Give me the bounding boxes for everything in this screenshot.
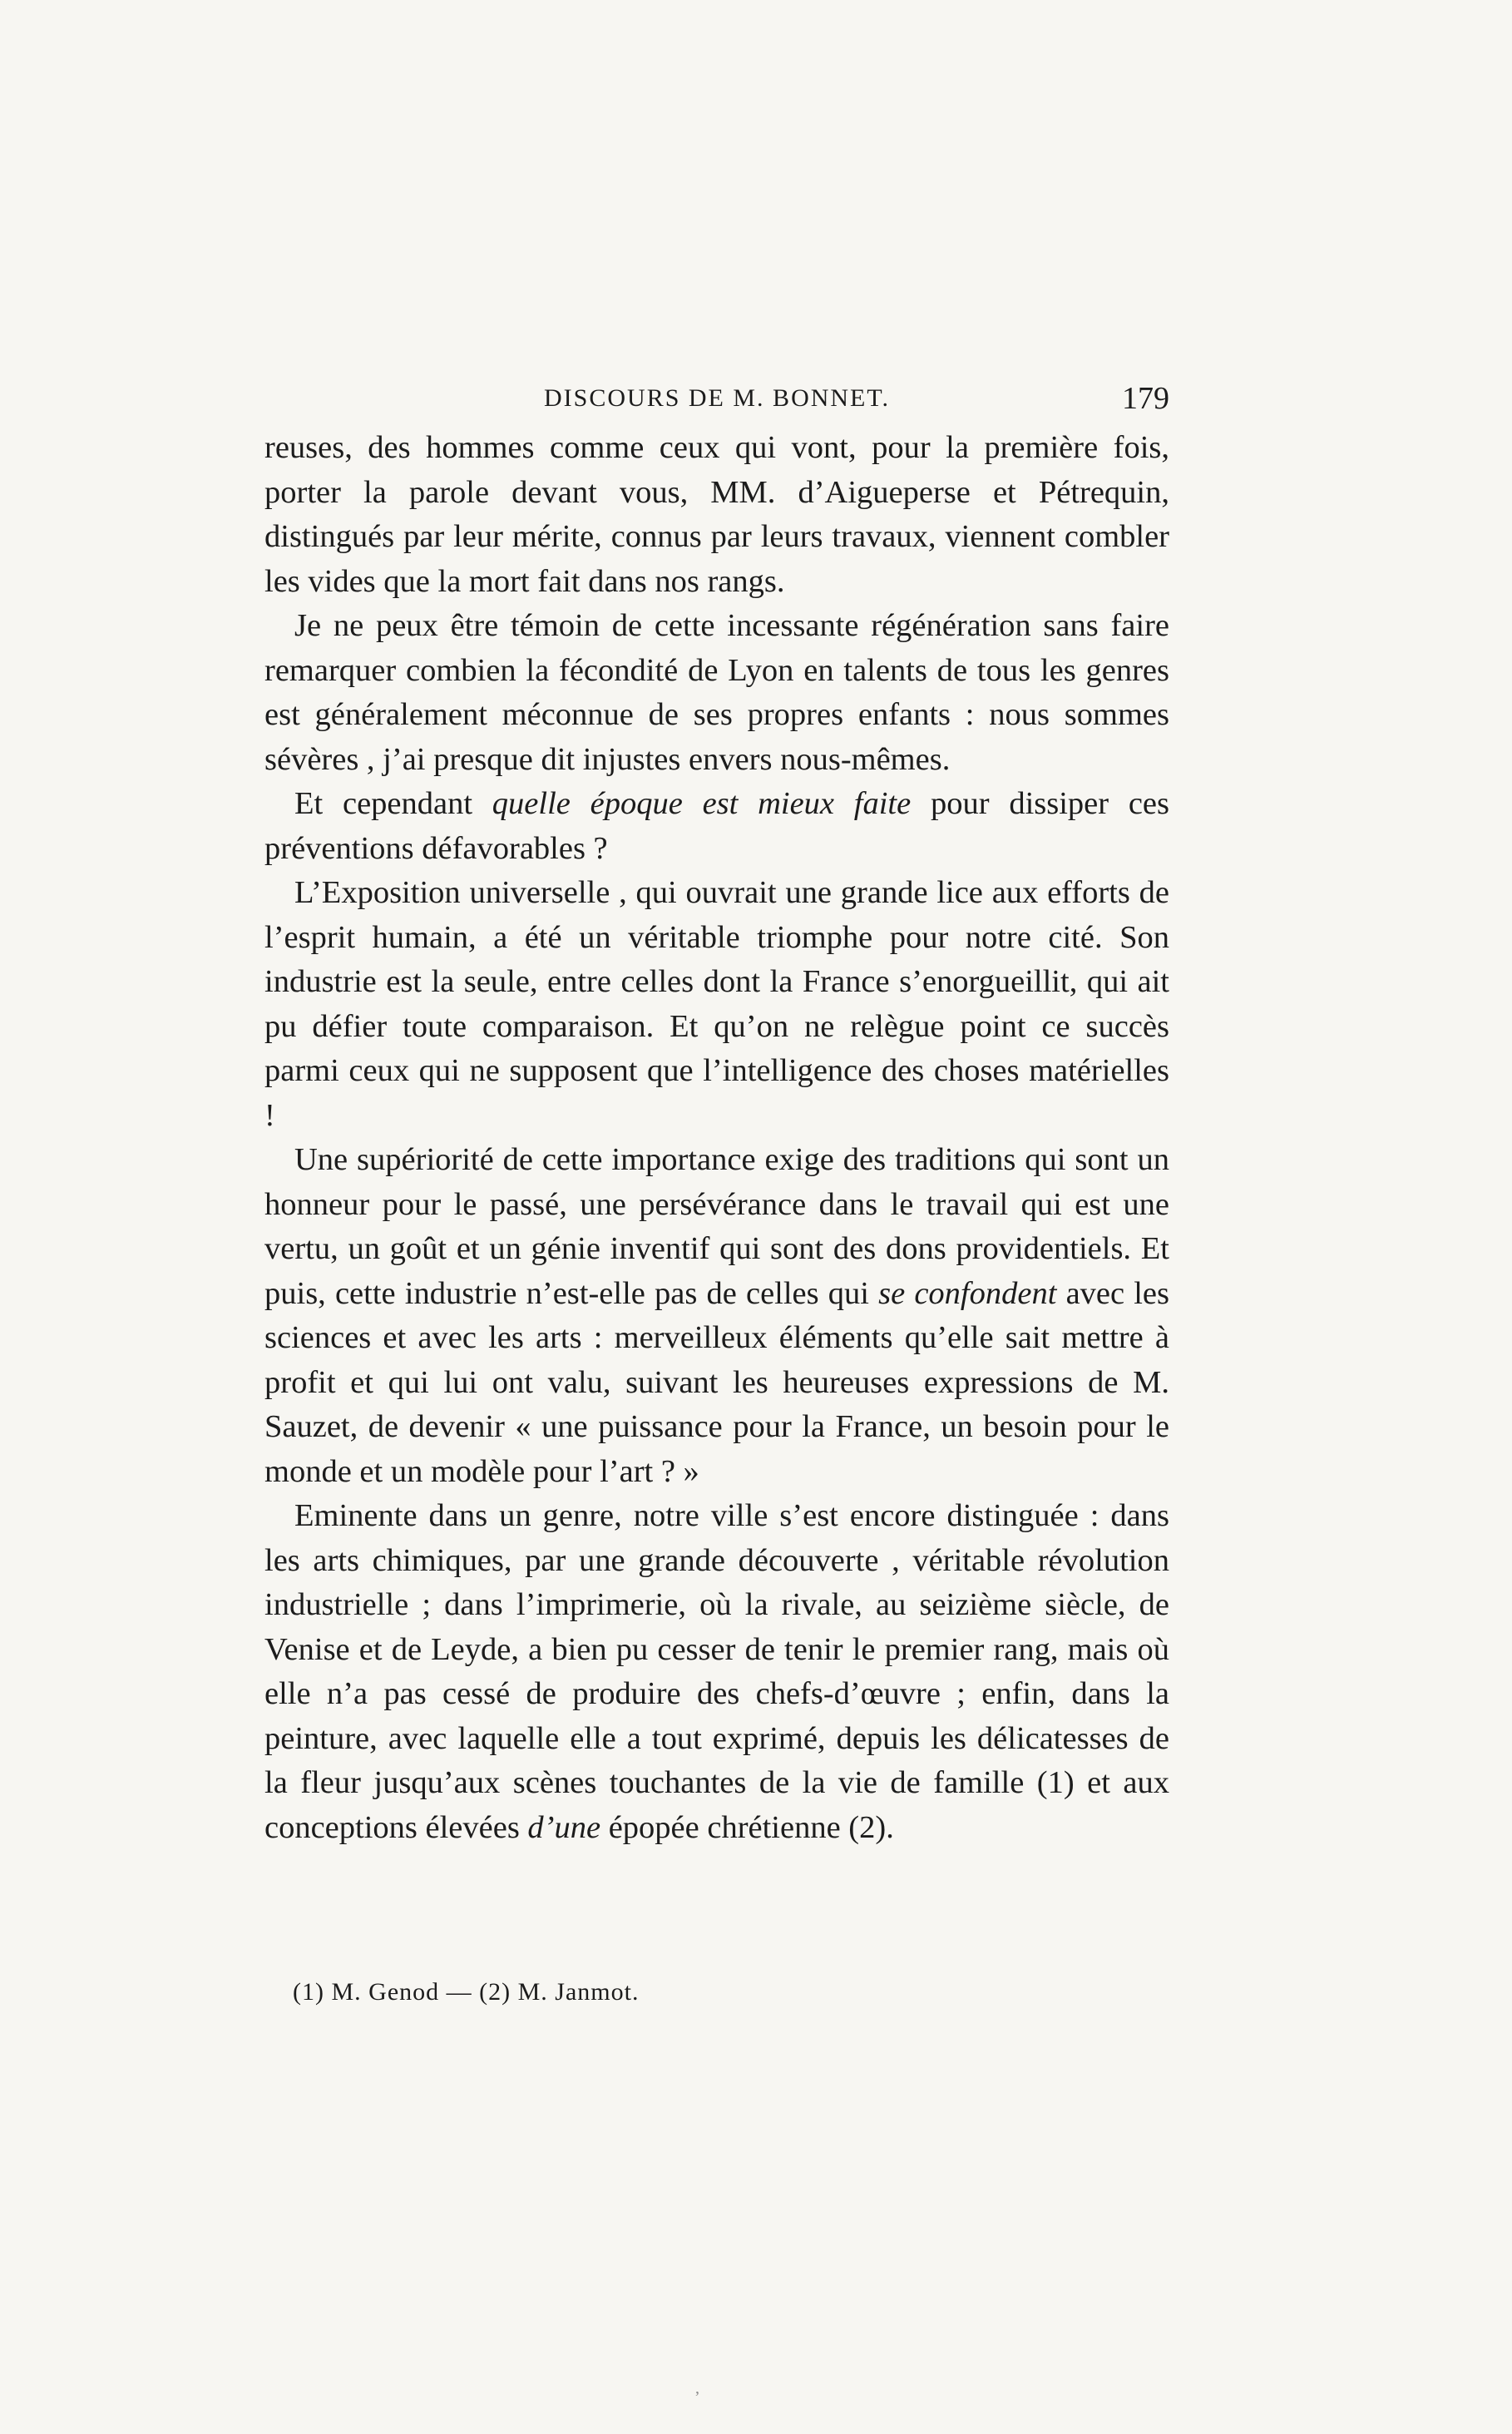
stray-mark: , bbox=[695, 2379, 699, 2397]
emphasized-phrase: d’une bbox=[527, 1809, 601, 1845]
paragraph-text-end: avec les sciences et avec les arts : merveilleux éléments qu’elle sait mettre à profit et qui lui ont valu, suivant les heureuses expressions de M. Sauzet, de devenir « une puissance pour la France, un besoin pour le monde et un modèle pour l’art ? » bbox=[264, 1275, 1170, 1489]
paragraph-cependant bbox=[264, 782, 1169, 871]
page-header bbox=[264, 378, 1169, 424]
paragraph-text-start: Et cependant bbox=[294, 786, 492, 821]
body-text bbox=[264, 426, 1169, 1850]
footnote: (1) M. Genod — (2) M. Janmot. bbox=[293, 1978, 640, 2006]
running-head: DISCOURS DE M. BONNET. bbox=[544, 384, 890, 412]
paragraph-text-end: épopée chrétienne (2). bbox=[600, 1809, 894, 1845]
page-number: 179 bbox=[1122, 381, 1169, 416]
paragraph-text-end: pour dissiper ces préventions défavorables ? bbox=[264, 786, 1170, 866]
paragraph-superiorite bbox=[264, 1138, 1169, 1494]
paragraph-continuation: reuses, des hommes comme ceux qui vont, pour la première fois, porter la parole devant vous, MM. d’Aigueperse et Pétrequin, distingués par leur mérite, connus par leurs travaux, viennent combler les vides que la mort fait dans nos rangs. bbox=[264, 430, 1169, 599]
paragraph-regeneration: Je ne peux être témoin de cette incessante régénération sans faire remarquer combien la fécondité de Lyon en talents de tous les genres est généralement méconnue de ses propres enfants : nous sommes sévères , j’ai presque dit injustes envers nous-mêmes. bbox=[264, 608, 1169, 777]
emphasized-phrase: se confondent bbox=[878, 1275, 1057, 1311]
paragraph-eminente bbox=[264, 1494, 1169, 1850]
paragraph-text-start: Une supériorité de cette importance exige des traditions qui sont un honneur pour le passé, une persévérance dans le travail qui est une vertu, un goût et un génie inventif qui sont des dons providentiels. Et puis, cette industrie n’est-elle pas de celles qui bbox=[264, 1142, 1169, 1311]
paragraph-text-start: Eminente dans un genre, notre ville s’est encore distinguée : dans les arts chimiques, par une grande découverte , véritable révolution industrielle ; dans l’imprimerie, où la rivale, au seizième siècle, de Venise et de Leyde, a bien pu cesser de tenir le premier rang, mais où elle n’a pas cessé de produire des chefs-d’œuvre ; enfin, dans la peinture, avec laquelle elle a tout exprimé, depuis les délicatesses de la fleur jusqu’aux scènes touchantes de la vie de famille (1) et aux conceptions élevées bbox=[264, 1498, 1169, 1845]
emphasized-phrase: quelle époque est mieux faite bbox=[492, 786, 912, 821]
paragraph-exposition: L’Exposition universelle , qui ouvrait une grande lice aux efforts de l’esprit humain, a été un véritable triomphe pour notre cité. Son industrie est la seule, entre celles dont la France s’enorgueillit, qui ait pu défier toute comparaison. Et qu’on ne relègue point ce succès parmi ceux qui ne supposent que l’intelligence des choses matérielles ! bbox=[264, 875, 1169, 1133]
